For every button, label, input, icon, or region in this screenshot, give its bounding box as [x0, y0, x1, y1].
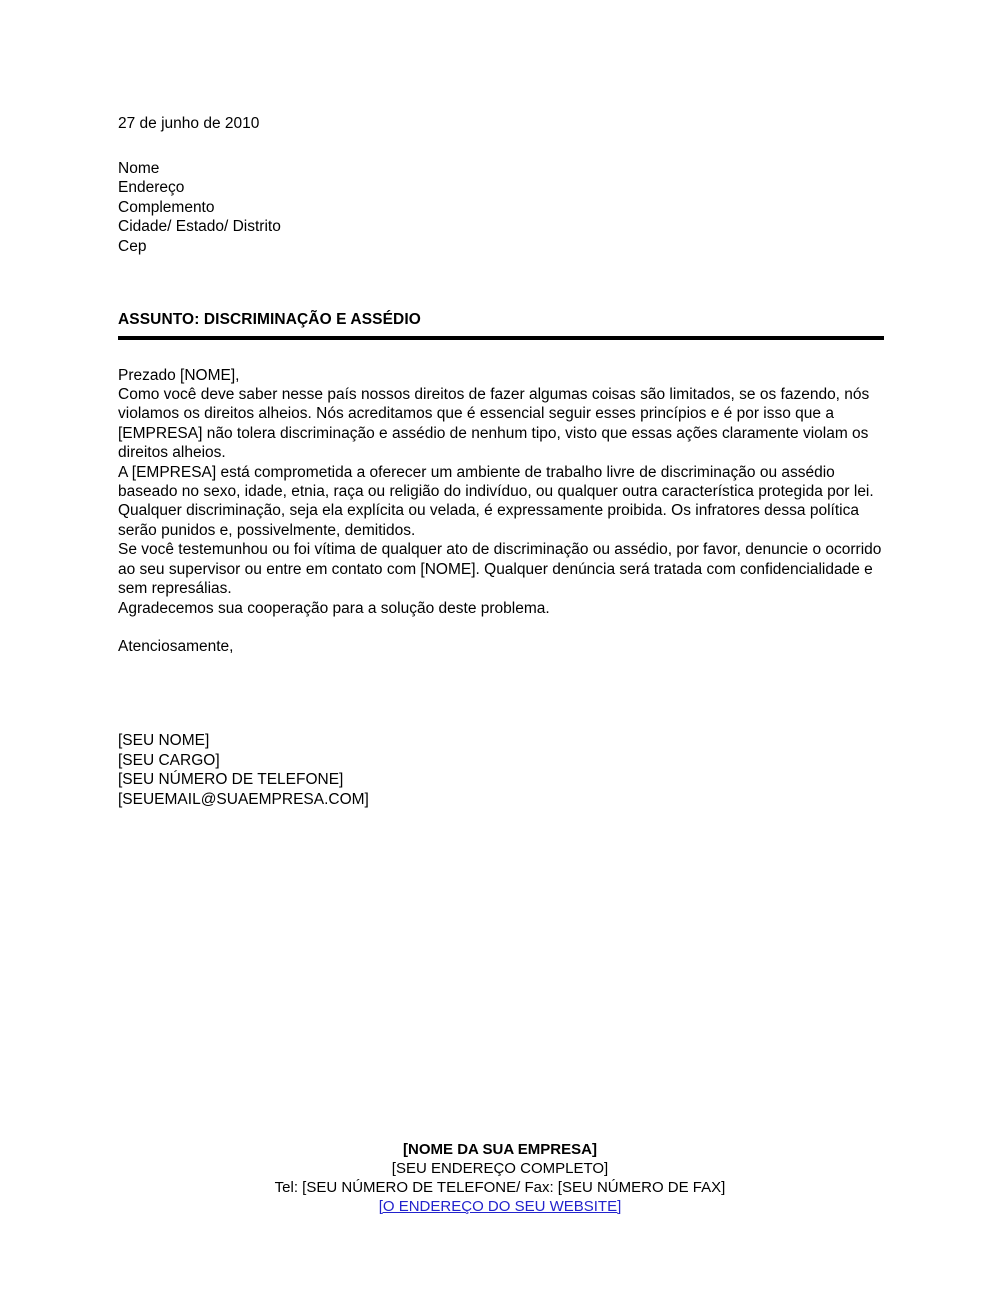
- footer-company-name: [NOME DA SUA EMPRESA]: [403, 1141, 597, 1158]
- website-link-text[interactable]: [O ENDEREÇO DO SEU WEBSITE]: [378, 1198, 622, 1215]
- footer-website-link[interactable]: [0, 1197, 1000, 1216]
- page-footer: [0, 1140, 1000, 1216]
- signature-block: [118, 731, 884, 809]
- body-paragraph-1: Como você deve saber nesse país nossos direitos de fazer algumas coisas são limitados, se os fazendo, nós violamos os direitos alheios. Nós acreditamos que é essencial seguir esses princípios e é por isso que a [EMPRESA] não tolera discriminação e assédio de nenhum tipo, visto que essas ações claramente violam os direitos alheios.: [118, 386, 870, 462]
- letter-body: [118, 0, 884, 809]
- body-paragraph-2: A [EMPRESA] está comprometida a oferecer um ambiente de trabalho livre de discriminação ou assédio baseado no sexo, idade, etnia, raça ou religião do indivíduo, ou qualquer outra característica protegida por lei. Qualquer discriminação, seja ela explícita ou velada, é expressamente proibida. Os infratores dessa política serão punidos e, possivelmente, demitidos.: [118, 463, 874, 539]
- body-paragraph-3: Se você testemunhou ou foi vítima de qualquer ato de discriminação ou assédio, por favor, denuncie o ocorrido ao seu supervisor ou entre em contato com [NOME]. Qualquer denúncia será tratada com confidencialidade e sem represálias.: [118, 541, 882, 598]
- address-line-name: Nome: [118, 160, 160, 177]
- subject-heading: ASSUNTO: DISCRIMINAÇÃO E ASSÉDIO: [118, 311, 421, 329]
- letter-date: 27 de junho de 2010: [118, 115, 260, 132]
- address-line-postalcode: Cep: [118, 237, 147, 255]
- signature-email: [SEUEMAIL@SUAEMPRESA.COM]: [118, 790, 369, 808]
- footer-address: [SEU ENDEREÇO COMPLETO]: [391, 1160, 609, 1177]
- recipient-address-block: [118, 159, 884, 256]
- footer-phone-fax: Tel: [SEU NÚMERO DE TELEFONE/ Fax: [SEU NÚMERO DE FAX]: [274, 1179, 726, 1196]
- body-paragraph-4: Agradecemos sua cooperação para a solução deste problema.: [118, 599, 550, 617]
- signature-name: [SEU NOME]: [118, 732, 210, 750]
- salutation: Prezado [NOME],: [118, 367, 240, 385]
- address-line-street: Endereço: [118, 179, 185, 197]
- signature-phone: [SEU NÚMERO DE TELEFONE]: [118, 771, 344, 789]
- signature-title: [SEU CARGO]: [118, 751, 220, 769]
- address-line-city-state: Cidade/ Estado/ Distrito: [118, 218, 281, 236]
- closing-line: Atenciosamente,: [118, 637, 234, 655]
- horizontal-rule: [118, 336, 884, 340]
- address-line-complement: Complemento: [118, 198, 215, 216]
